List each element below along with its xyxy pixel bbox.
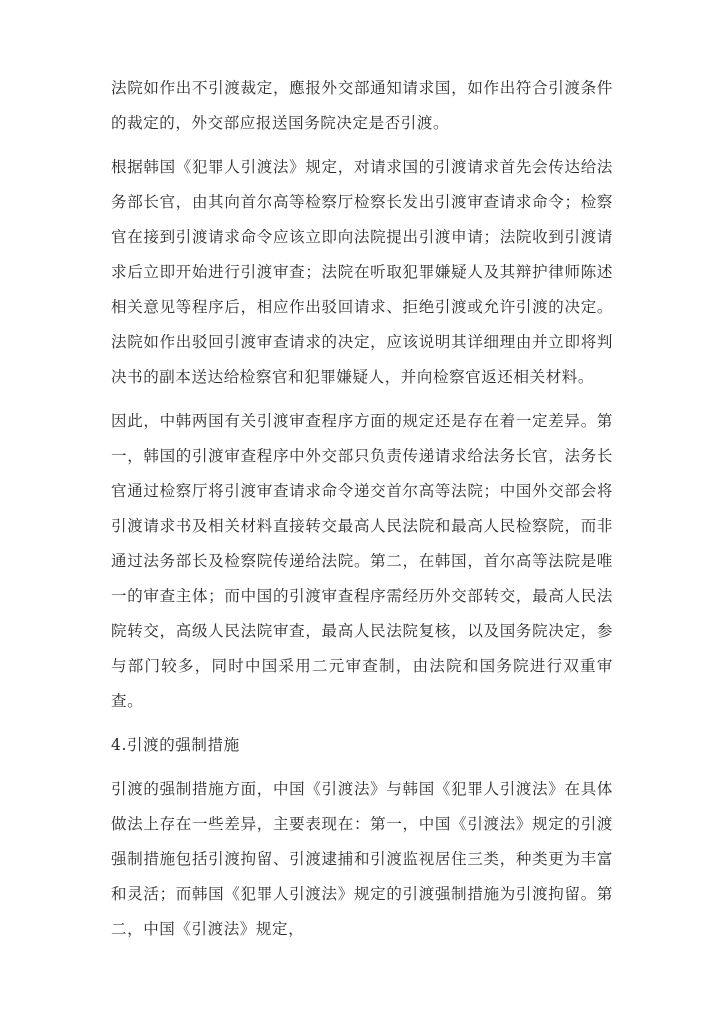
paragraph-gap	[111, 141, 613, 150]
section-heading: 4.引渡的强制措施	[111, 736, 240, 754]
paragraph-gap	[111, 395, 613, 404]
paragraph-gap	[111, 719, 613, 728]
paragraph-coercive-measures: 引渡的强制措施方面，中国《引渡法》与韩国《犯罪人引渡法》在具体做法上存在一些差异，主要表现在：第一，中国《引渡法》规定的引渡强制措施包括引渡拘留、引渡逮捕和引渡监视居住三类，种类更为丰富和灵活；而韩国《犯罪人引渡法》规定的引渡强制措施为引渡拘留。第二，中国《引渡法》规定，	[111, 780, 613, 938]
paragraph-korea-procedure: 根据韩国《犯罪人引渡法》规定，对请求国的引渡请求首先会传达给法务部长官，由其向首尔高等检察厅检察长发出引渡审查请求命令；检察官在接到引渡请求命令应该立即向法院提出引渡申请；法院收到引渡请求后立即开始进行引渡审查；法院在听取犯罪嫌疑人及其辩护律师陈述相关意见等程序后，相应作出驳回请求、拒绝引渡或允许引渡的决定。法院如作出驳回引渡审查请求的决定，应该说明其详细理由并立即将判决书的副本送达给检察官和犯罪嫌疑人，并向检察官返还相关材料。	[111, 158, 613, 386]
paragraph-differences: 因此，中韩两国有关引渡审查程序方面的规定还是存在着一定差异。第一，韩国的引渡审查程序中外交部只负责传递请求给法务长官，法务长官通过检察厅将引渡审查请求命令递交首尔高等法院；中国外交部会将引渡请求书及相关材料直接转交最高人民法院和最高人民检察院，而非通过法务部长及检察院传递给法院。第二，在韩国，首尔高等法院是唯一的审查主体；而中国的引渡审查程序需经历外交部转交，最高人民法院转交，高级人民法院审查，最高人民法院复核，以及国务院决定，参与部门较多，同时中国采用二元审查制，由法院和国务院进行双重审查。	[111, 412, 613, 710]
paragraph-court-ruling: 法院如作出不引渡裁定，應报外交部通知请求国，如作出符合引渡条件的裁定的，外交部应报送国务院决定是否引渡。	[111, 79, 613, 132]
document-page	[111, 71, 613, 947]
paragraph-gap	[111, 763, 613, 772]
